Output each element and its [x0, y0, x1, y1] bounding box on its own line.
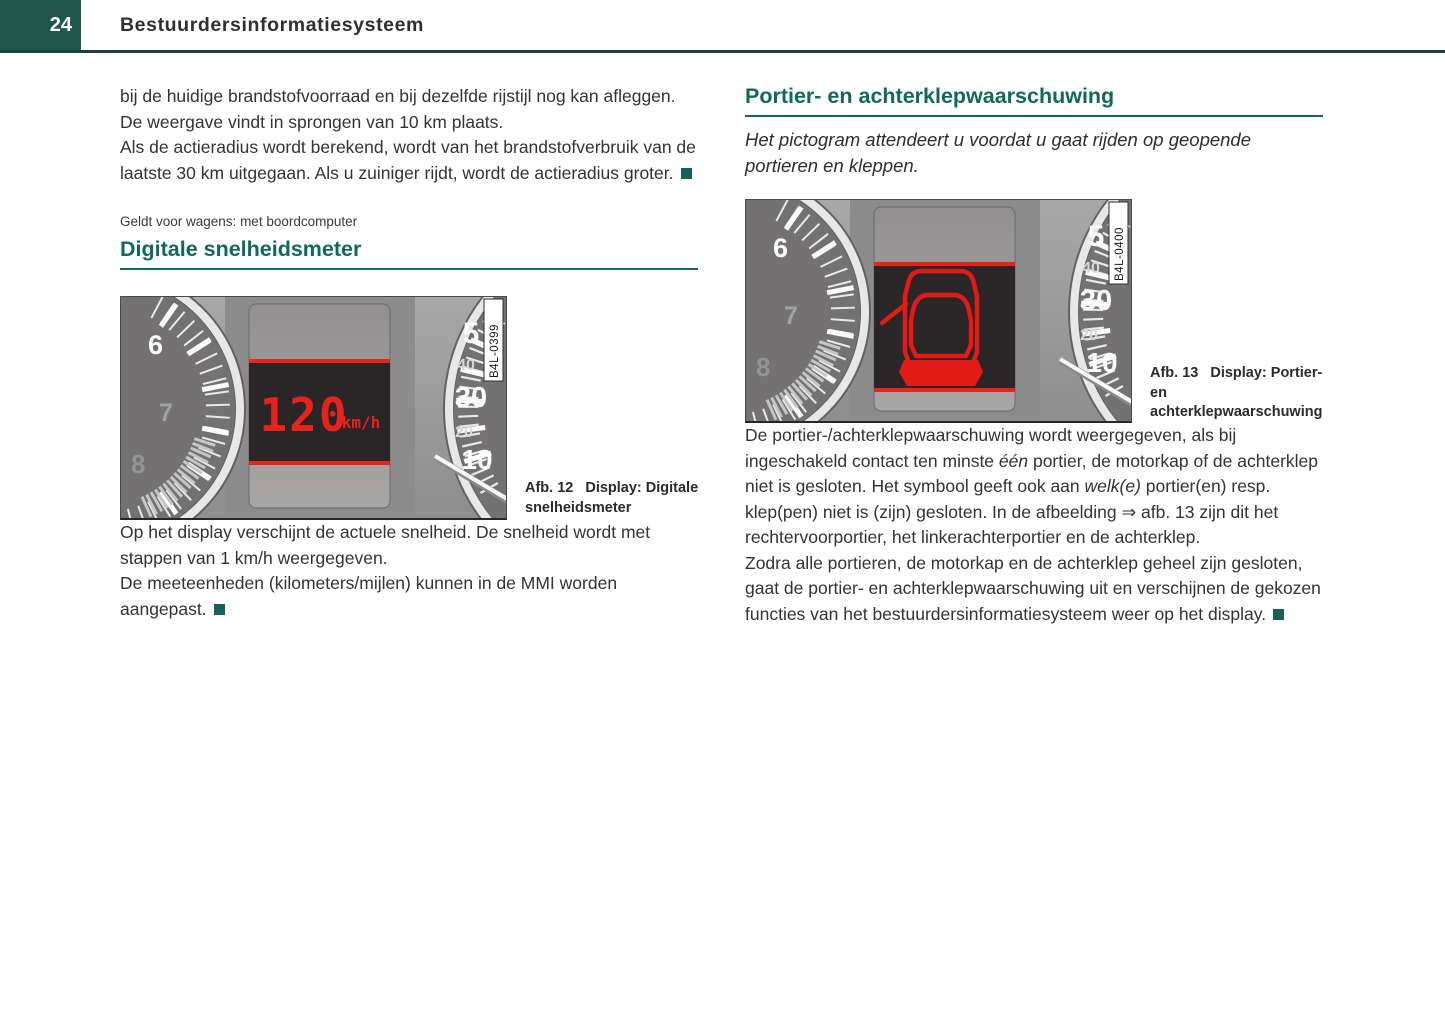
figure-caption-text: Display: Digitale snelheidsmeter [525, 480, 699, 516]
speed-unit: km/h [341, 413, 381, 432]
speedo-number: 10 [461, 444, 493, 475]
figure-code-label [484, 299, 503, 381]
instrument-cluster-image [745, 199, 1132, 423]
speedo-number: 30 [454, 382, 488, 414]
section-heading-portierwaarschuwing: Portier- en achterklepwaarschuwing [745, 84, 1323, 117]
paragraph: Op het display verschijnt de actuele snelheid. De snelheid wordt met stappen van 1 km/h weergegeven. [120, 522, 651, 568]
section-heading-digitale-snelheidsmeter: Digitale snelheidsmeter [120, 237, 698, 270]
paragraph: De portier-/achterklepwaarschuwing wordt weergegeven, als bij ingeschakeld contact ten minste één portier, de motorkap of de achterklep niet is gesloten. Het symbool geeft ook aan welk(e) portier(en) resp. klep(pen) niet is (zijn) gesloten. In de afbeelding ⇒ afb. 13 zijn dit het rechtervoorportier, het linkerachterportier en de achterklep. [745, 425, 1318, 547]
driver-display [874, 207, 1015, 411]
tach-number: 8 [756, 352, 771, 382]
tach-number: 7 [784, 302, 798, 330]
speedo-number: 40 [1082, 260, 1100, 277]
gauge-tick [831, 308, 855, 309]
instrument-cluster-image [120, 296, 507, 520]
tach-number: 6 [148, 330, 164, 360]
paragraph: bij de huidige brandstofvoorraad en bij dezelfde rijstijl nog kan afleggen. De weergave vindt in sprongen van 10 km plaats. [120, 86, 676, 132]
figure-caption-text: Display: Portier- en achterklepwaarschuwing [1150, 365, 1323, 420]
paragraph: Als de actieradius wordt berekend, wordt van het brandstofverbruik van de laatste 30 km uitgegaan. Als u zuiniger rijdt, wordt de actieradius groter. [120, 137, 696, 183]
figure-12-instrument-cluster [120, 296, 699, 520]
page-title: Bestuurdersinformatiesysteem [120, 14, 424, 36]
figure-13-caption [1150, 364, 1332, 423]
figure-12-caption [525, 479, 707, 518]
figure-number: Afb. 13 [1150, 365, 1199, 381]
gauge-tick [206, 405, 230, 406]
left-column [120, 84, 698, 622]
figure-code-label [1109, 202, 1128, 284]
speedo-number: 5 [462, 317, 480, 350]
open-tailgate-filled [899, 360, 983, 386]
paragraph: Zodra alle portieren, de motorkap en de achterklep geheel zijn gesloten, gaat de portier- en achterklepwaarschuwing uit en verschijnen de gekozen functies van het bestuurdersinformatiesysteem weer op het display. [745, 552, 1321, 624]
driver-display [249, 304, 390, 508]
header-rule [0, 50, 1445, 53]
speedo-number: 30 [1079, 285, 1113, 317]
figure-cross-reference: ⇒ afb. 13 [1121, 501, 1195, 522]
figure-13-instrument-cluster [745, 199, 1323, 423]
section-intro: Het pictogram attendeert u voordat u gaat rijden op geopende portieren en kleppen. [745, 129, 1252, 176]
page-number: 24 [49, 13, 72, 36]
speed-value: 120 [259, 388, 349, 442]
tach-number: 8 [131, 449, 146, 479]
figure-code-text: B4L-0400 [1114, 227, 1126, 281]
right-column [745, 84, 1323, 627]
speedo-number: 10 [1086, 347, 1118, 378]
gauge-tick [1083, 319, 1103, 320]
applies-to-note: Geldt voor wagens: met boordcomputer [120, 214, 358, 229]
tach-number: 7 [159, 399, 173, 427]
speedo-number: 40 [457, 357, 475, 374]
speedo-number: 20 [455, 424, 473, 441]
speedo-number: 20 [1080, 327, 1098, 344]
tach-number: 6 [773, 233, 789, 263]
display-red-line-top [249, 359, 390, 363]
section-end-marker [1273, 609, 1284, 620]
section-end-marker [681, 168, 692, 179]
italic-emphasis: één [998, 450, 1029, 471]
figure-number: Afb. 12 [525, 480, 574, 496]
page-number-badge [0, 0, 81, 50]
display-red-line-bottom [249, 461, 390, 465]
paragraph: De meeteenheden (kilometers/mijlen) kunnen in de MMI worden aangepast. [120, 573, 618, 619]
speedo-number: 5 [1087, 220, 1105, 253]
gauge-tick [458, 416, 478, 417]
display-red-line-top [874, 262, 1015, 266]
display-red-line-bottom [874, 388, 1015, 392]
figure-code-text: B4L-0399 [489, 324, 501, 378]
italic-emphasis: welk(e) [1084, 476, 1141, 496]
section-end-marker [214, 604, 225, 615]
